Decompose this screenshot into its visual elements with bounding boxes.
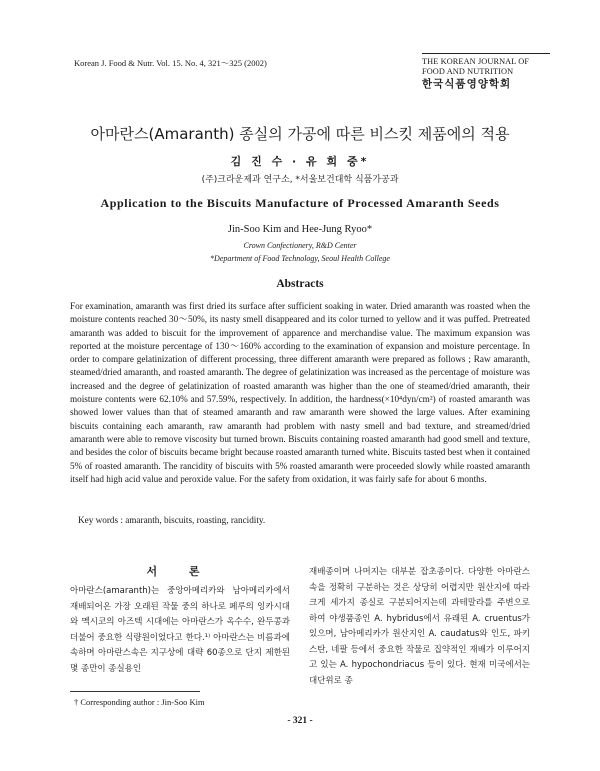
affiliation-korean: (주)크라운제과 연구소, *서울보건대학 식품가공과 bbox=[201, 175, 399, 185]
footnote-corresponding-author: † Corresponding author : Jin-Soo Kim bbox=[74, 697, 205, 707]
intro-right-column: 재배종이며 나머지는 대부분 잡초종이다. 다양한 아마란스속을 정확히 구분하는 것은 상당히 어렵지만 원산지에 따라 크게 세가지 종실로 구분되어지는데 과테말라를 주변으로 하여 야생품종인 A. hybridus에서 유래된 A. cruentus가 있으며, 남아메리카가 원산지인 A. caudatus와 인도, 파키스탄, 네팔 등에서 중요한 작물로 집약적인 재배가 이루어지고 있는 A. hypochondriacus 등이 있다. 현재 미국에서는 대단위로 종 bbox=[309, 567, 530, 686]
abstract-body: For examination, amaranth was first dried its surface after sufficient soaking in water. Dried amaranth was roasted when the moisture contents reached 30～50%, its nasty smell disappeared and its color turned to yellow and it was puffed. Pretreated amaranth was added to biscuit for the improvement of apparence and merchandise value. The maximum expansion was reported at the moisture percentage of 130～160% according to the examination of expansion and moisture percentage. In order to compare gelatinization of different processing, three different amaranth were prepared as follows ; Raw amaranth, steamed/dried amaranth, and roasted amaranth. The degree of gelatinization was increased as the percentage of moisture was increased and the degree of gelatinization of roasted amaranth was higher than the one of steamed/dried amaranth, their moisture contents were 62.10% and 57.59%, respectively. In addition, the hardness(×10⁴dyn/cm²) of roasted amaranth was showed lower values than that of steamed amaranth and raw amaranth were showed the large values. After examining biscuits containing each amaranth, raw amaranth had problem with nasty smell and bad texture, and streamed/dried amaranth were able to remove viscosity but turned brown. Biscuits containing roasted amaranth had good smell and texture, and besides the color of biscuits became bright because roasted amaranth turned white. Biscuits tasted best when it contained 5% of roasted amaranth. The rancidity of biscuits with 5% roasted amaranth were proceeded slowly while roasted amaranth itself had high acid value and peroxide value. For the safety from oxidation, it was fairly safe for about 6 months. bbox=[70, 301, 531, 484]
keywords: Key words : amaranth, biscuits, roasting, rancidity. bbox=[78, 515, 266, 525]
authors-korean: 김 진 수 · 유 희 중* bbox=[230, 155, 370, 168]
citation-line: Korean J. Food & Nutr. Vol. 15. No. 4, 321～325 (2002) bbox=[74, 58, 267, 68]
intro-left-column: 아마란스(amaranth)는 중앙아메리카와 남아메리카에서 재배되어온 가장 오래된 작물 중의 하나로 페루의 잉카시대와 멕시코의 아즈텍 시대에는 아마란스가 옥수수, 완두콩과 더불어 중요한 식량원이었다고 한다.¹⁾ 아마란스는 비름과에 속하며 아마란스속은 지구상에 대략 60종으로 단지 제한된 몇 종만이 종실용인 bbox=[70, 586, 290, 674]
journal-logo-box bbox=[422, 53, 550, 91]
journal-name-korean: 한국식품영양학회 bbox=[422, 78, 512, 90]
footnote-divider bbox=[70, 691, 200, 692]
affiliation-english-1: Crown Confectionery, R&D Center bbox=[243, 241, 357, 250]
abstract-heading: Abstracts bbox=[276, 278, 324, 290]
journal-name-line-1: THE KOREAN JOURNAL OF bbox=[422, 57, 530, 66]
title-english: Application to the Biscuits Manufacture of Processed Amaranth Seeds bbox=[100, 196, 500, 210]
affiliation-english-2: *Department of Food Technology, Seoul Health College bbox=[210, 254, 390, 263]
title-korean: 아마란스(Amaranth) 종실의 가공에 따른 비스킷 제품에의 적용 bbox=[90, 125, 510, 143]
journal-name-line-2: FOOD AND NUTRITION bbox=[422, 67, 514, 76]
authors-english: Jin-Soo Kim and Hee-Jung Ryoo* bbox=[227, 224, 373, 235]
page-number: - 321 - bbox=[287, 716, 313, 726]
section-heading-introduction: 서 론 bbox=[146, 565, 214, 578]
